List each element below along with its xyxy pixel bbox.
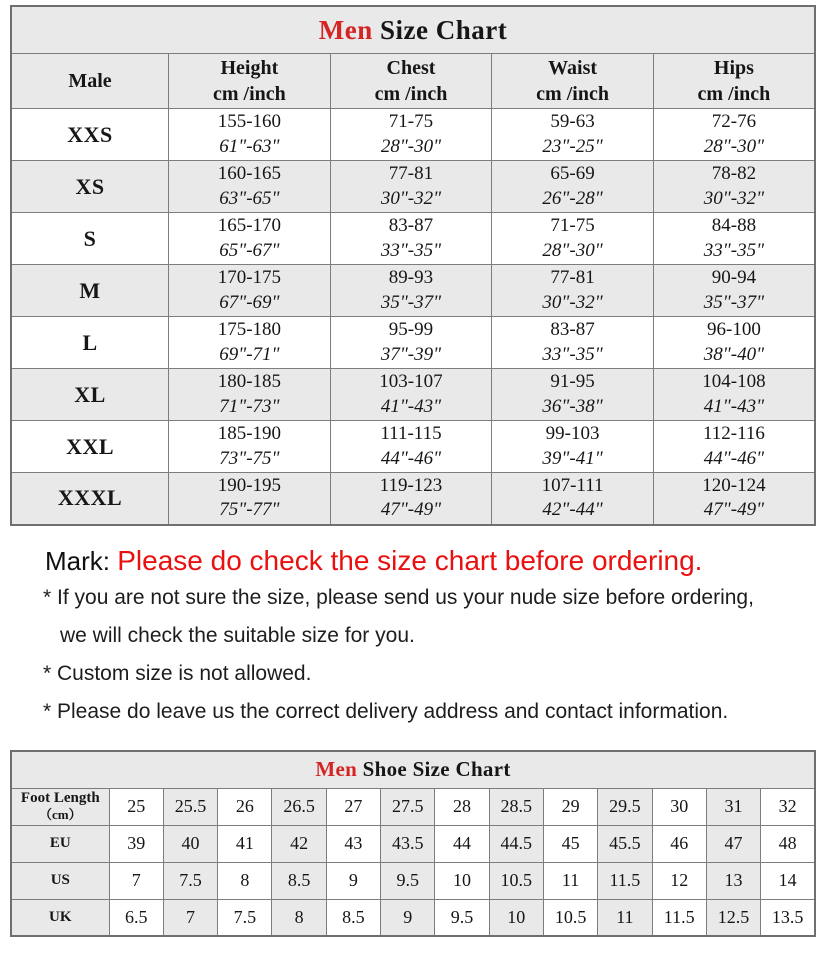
cm-value: 165-170 xyxy=(217,215,282,237)
inch-value: 28"-30" xyxy=(380,135,442,157)
shoe-row-label-eu xyxy=(11,825,109,862)
cm-value: 95-99 xyxy=(388,319,434,341)
size-col-header-hips xyxy=(653,54,815,109)
shoe-row-uk xyxy=(11,899,815,936)
note-line-3: * Custom size is not allowed. xyxy=(43,661,312,685)
shoe-cell-us: 10.5 xyxy=(489,862,543,899)
cell-waist-s xyxy=(492,213,654,265)
shoe-cell-uk: 10 xyxy=(489,899,543,936)
size-table-body xyxy=(11,109,815,525)
shoe-cell-eu: 47 xyxy=(706,825,760,862)
inch-value: 23"-25" xyxy=(542,135,603,157)
cm-value: 59-63 xyxy=(550,111,595,133)
cell-waist-m xyxy=(492,265,654,317)
shoe-cell-us: 7 xyxy=(109,862,163,899)
inch-value: 30"-32" xyxy=(542,291,603,313)
cm-value: 160-165 xyxy=(217,163,282,185)
shoe-label-line1: Foot Length xyxy=(20,790,100,807)
shoe-cell-us: 11.5 xyxy=(598,862,652,899)
inch-value: 47"-49" xyxy=(380,499,442,521)
inch-value: 61"-63" xyxy=(219,135,280,157)
size-label: XL xyxy=(11,369,169,421)
cm-value: 96-100 xyxy=(707,319,761,341)
inch-value: 41"-43" xyxy=(703,395,765,417)
shoe-cell-foot-length: 27 xyxy=(326,788,380,825)
inch-value: 47"-49" xyxy=(703,499,765,521)
inch-value: 28"-30" xyxy=(703,135,765,157)
inch-value: 67"-69" xyxy=(219,291,280,313)
size-chart-title-black: Size Chart xyxy=(372,14,508,45)
shoe-label-line1: US xyxy=(50,871,70,888)
shoe-cell-eu: 43 xyxy=(326,825,380,862)
cell-height-l xyxy=(169,317,331,369)
size-col-header-name: Chest xyxy=(386,57,436,79)
mark-note-warning: Please do check the size chart before ordering. xyxy=(117,544,703,576)
size-row-xl xyxy=(11,369,815,421)
size-row-xxs xyxy=(11,109,815,161)
note-line-4: * Please do leave us the correct delivery address and contact information. xyxy=(43,699,729,723)
cell-height-m xyxy=(169,265,331,317)
shoe-chart-title-red: Men xyxy=(315,757,358,781)
size-row-xxl xyxy=(11,421,815,473)
shoe-cell-foot-length: 29.5 xyxy=(598,788,652,825)
shoe-cell-uk: 11 xyxy=(598,899,652,936)
shoe-cell-eu: 44.5 xyxy=(489,825,543,862)
shoe-cell-us: 9.5 xyxy=(381,862,435,899)
cm-value: 190-195 xyxy=(217,474,282,496)
shoe-cell-eu: 44 xyxy=(435,825,489,862)
cell-waist-l xyxy=(492,317,654,369)
inch-value: 33"-35" xyxy=(542,343,603,365)
shoe-cell-foot-length: 29 xyxy=(543,788,597,825)
cell-waist-xxl xyxy=(492,421,654,473)
cell-hips-m xyxy=(653,265,815,317)
cell-hips-s xyxy=(653,213,815,265)
cell-hips-xxxl xyxy=(653,473,815,525)
inch-value: 75"-77" xyxy=(219,499,280,521)
shoe-cell-eu: 41 xyxy=(218,825,272,862)
cm-value: 65-69 xyxy=(550,163,595,185)
size-row-xxxl xyxy=(11,473,815,525)
inch-value: 38"-40" xyxy=(703,343,765,365)
size-col-header-unit: cm /inch xyxy=(536,83,609,105)
size-label: S xyxy=(11,213,169,265)
cell-hips-xxl xyxy=(653,421,815,473)
shoe-chart-title-black: Shoe Size Chart xyxy=(357,757,511,781)
cm-value: 72-76 xyxy=(711,111,757,133)
shoe-cell-eu: 48 xyxy=(761,825,815,862)
size-col-header-unit: cm /inch xyxy=(374,83,448,105)
shoe-cell-us: 8.5 xyxy=(272,862,326,899)
shoe-cell-uk: 12.5 xyxy=(706,899,760,936)
shoe-row-label-uk xyxy=(11,899,109,936)
cell-chest-m xyxy=(330,265,492,317)
note-line-2: we will check the suitable size for you. xyxy=(60,623,415,647)
cell-chest-xxxl xyxy=(330,473,492,525)
size-col-header-waist xyxy=(492,54,654,109)
cm-value: 78-82 xyxy=(711,163,757,185)
cm-value: 103-107 xyxy=(379,371,443,393)
cell-height-xl xyxy=(169,369,331,421)
shoe-row-eu xyxy=(11,825,815,862)
shoe-cell-us: 10 xyxy=(435,862,489,899)
size-label: L xyxy=(11,317,169,369)
shoe-cell-uk: 10.5 xyxy=(543,899,597,936)
cell-waist-xs xyxy=(492,161,654,213)
cell-height-xxxl xyxy=(169,473,331,525)
shoe-chart-title xyxy=(11,751,815,789)
shoe-cell-uk: 9 xyxy=(381,899,435,936)
inch-value: 35"-37" xyxy=(703,291,765,313)
cell-height-xxl xyxy=(169,421,331,473)
shoe-cell-us: 12 xyxy=(652,862,706,899)
cm-value: 119-123 xyxy=(379,474,443,496)
shoe-chart-title-row xyxy=(11,751,815,789)
inch-value: 41"-43" xyxy=(380,395,442,417)
shoe-cell-foot-length: 32 xyxy=(761,788,815,825)
shoe-cell-eu: 45.5 xyxy=(598,825,652,862)
cm-value: 84-88 xyxy=(711,215,757,237)
shoe-cell-foot-length: 31 xyxy=(706,788,760,825)
size-label: XS xyxy=(11,161,169,213)
size-col-header-name: Waist xyxy=(548,57,598,79)
cell-chest-xxl xyxy=(330,421,492,473)
size-col-header-name: Male xyxy=(68,70,112,92)
cm-value: 77-81 xyxy=(550,267,595,289)
shoe-cell-uk: 13.5 xyxy=(761,899,815,936)
cm-value: 71-75 xyxy=(388,111,434,133)
shoe-cell-foot-length: 25 xyxy=(109,788,163,825)
men-size-chart-table xyxy=(10,5,816,526)
inch-value: 44"-46" xyxy=(380,447,442,469)
cm-value: 111-115 xyxy=(380,423,442,445)
men-shoe-size-chart-table xyxy=(10,750,816,938)
inch-value: 73"-75" xyxy=(219,447,280,469)
cm-value: 170-175 xyxy=(217,267,282,289)
size-chart-title-red: Men xyxy=(318,14,373,45)
inch-value: 37"-39" xyxy=(380,343,442,365)
inch-value: 28"-30" xyxy=(542,239,603,261)
shoe-cell-uk: 7.5 xyxy=(218,899,272,936)
inch-value: 39"-41" xyxy=(542,447,603,469)
cell-height-s xyxy=(169,213,331,265)
size-row-s xyxy=(11,213,815,265)
shoe-cell-uk: 11.5 xyxy=(652,899,706,936)
size-chart-title xyxy=(11,6,815,54)
inch-value: 36"-38" xyxy=(542,395,603,417)
cell-waist-xl xyxy=(492,369,654,421)
shoe-cell-foot-length: 30 xyxy=(652,788,706,825)
cm-value: 155-160 xyxy=(217,111,282,133)
cell-chest-l xyxy=(330,317,492,369)
cm-value: 104-108 xyxy=(702,371,766,393)
shoe-cell-uk: 7 xyxy=(163,899,217,936)
cm-value: 89-93 xyxy=(388,267,434,289)
size-label: XXS xyxy=(11,109,169,161)
size-label: XXL xyxy=(11,421,169,473)
cell-chest-s xyxy=(330,213,492,265)
cell-chest-xl xyxy=(330,369,492,421)
note-line-1: * If you are not sure the size, please send us your nude size before ordering, xyxy=(43,585,754,609)
cm-value: 180-185 xyxy=(217,371,282,393)
cell-height-xs xyxy=(169,161,331,213)
cm-value: 90-94 xyxy=(711,267,757,289)
shoe-row-label-foot-length xyxy=(11,788,109,825)
size-col-header-male xyxy=(11,54,169,109)
shoe-cell-foot-length: 26.5 xyxy=(272,788,326,825)
inch-value: 42"-44" xyxy=(542,499,603,521)
size-col-header-unit: cm /inch xyxy=(212,83,286,105)
shoe-cell-foot-length: 28 xyxy=(435,788,489,825)
shoe-cell-us: 11 xyxy=(543,862,597,899)
inch-value: 44"-46" xyxy=(703,447,765,469)
cell-height-xxs xyxy=(169,109,331,161)
shoe-row-us xyxy=(11,862,815,899)
size-col-header-name: Height xyxy=(220,57,279,79)
shoe-cell-foot-length: 27.5 xyxy=(381,788,435,825)
inch-value: 33"-35" xyxy=(380,239,442,261)
shoe-cell-eu: 45 xyxy=(543,825,597,862)
notes-list xyxy=(43,587,816,723)
inch-value: 65"-67" xyxy=(219,239,280,261)
size-chart-title-row xyxy=(11,6,815,54)
shoe-cell-us: 13 xyxy=(706,862,760,899)
cell-hips-xl xyxy=(653,369,815,421)
mark-note xyxy=(45,545,816,577)
cell-waist-xxxl xyxy=(492,473,654,525)
shoe-cell-us: 7.5 xyxy=(163,862,217,899)
shoe-cell-us: 14 xyxy=(761,862,815,899)
cm-value: 71-75 xyxy=(550,215,595,237)
shoe-table-body xyxy=(11,788,815,936)
cm-value: 83-87 xyxy=(550,319,595,341)
size-row-l xyxy=(11,317,815,369)
size-col-header-name: Hips xyxy=(713,57,754,79)
shoe-cell-eu: 40 xyxy=(163,825,217,862)
cm-value: 120-124 xyxy=(702,474,766,496)
shoe-cell-eu: 46 xyxy=(652,825,706,862)
inch-value: 71"-73" xyxy=(219,395,280,417)
shoe-cell-foot-length: 28.5 xyxy=(489,788,543,825)
cm-value: 83-87 xyxy=(388,215,434,237)
size-chart-header-row xyxy=(11,54,815,109)
cm-value: 112-116 xyxy=(702,423,765,445)
shoe-cell-us: 9 xyxy=(326,862,380,899)
shoe-cell-uk: 6.5 xyxy=(109,899,163,936)
cell-waist-xxs xyxy=(492,109,654,161)
size-row-m xyxy=(11,265,815,317)
shoe-cell-eu: 39 xyxy=(109,825,163,862)
inch-value: 30"-32" xyxy=(703,187,765,209)
shoe-cell-uk: 8.5 xyxy=(326,899,380,936)
inch-value: 69"-71" xyxy=(219,343,280,365)
size-label: M xyxy=(11,265,169,317)
size-col-header-height xyxy=(169,54,331,109)
cell-hips-l xyxy=(653,317,815,369)
size-col-header-unit: cm /inch xyxy=(697,83,771,105)
shoe-cell-us: 8 xyxy=(218,862,272,899)
inch-value: 35"-37" xyxy=(380,291,442,313)
cell-chest-xs xyxy=(330,161,492,213)
shoe-cell-foot-length: 25.5 xyxy=(163,788,217,825)
cm-value: 185-190 xyxy=(217,423,282,445)
cm-value: 91-95 xyxy=(550,371,595,393)
inch-value: 63"-65" xyxy=(219,187,280,209)
inch-value: 33"-35" xyxy=(703,239,765,261)
shoe-label-line2: （cm） xyxy=(38,806,82,822)
shoe-cell-eu: 43.5 xyxy=(381,825,435,862)
cell-hips-xxs xyxy=(653,109,815,161)
shoe-label-line1: EU xyxy=(49,834,71,851)
cell-chest-xxs xyxy=(330,109,492,161)
shoe-label-line1: UK xyxy=(49,908,72,925)
inch-value: 30"-32" xyxy=(380,187,442,209)
size-col-header-chest xyxy=(330,54,492,109)
shoe-cell-uk: 9.5 xyxy=(435,899,489,936)
shoe-cell-eu: 42 xyxy=(272,825,326,862)
cm-value: 107-111 xyxy=(541,474,604,496)
size-row-xs xyxy=(11,161,815,213)
shoe-row-label-us xyxy=(11,862,109,899)
inch-value: 26"-28" xyxy=(542,187,603,209)
cm-value: 99-103 xyxy=(545,423,600,445)
cell-hips-xs xyxy=(653,161,815,213)
shoe-cell-foot-length: 26 xyxy=(218,788,272,825)
cm-value: 77-81 xyxy=(388,163,434,185)
cm-value: 175-180 xyxy=(217,319,282,341)
shoe-cell-uk: 8 xyxy=(272,899,326,936)
mark-note-label: Mark: xyxy=(45,545,118,576)
shoe-row-foot-length xyxy=(11,788,815,825)
size-label: XXXL xyxy=(11,473,169,525)
